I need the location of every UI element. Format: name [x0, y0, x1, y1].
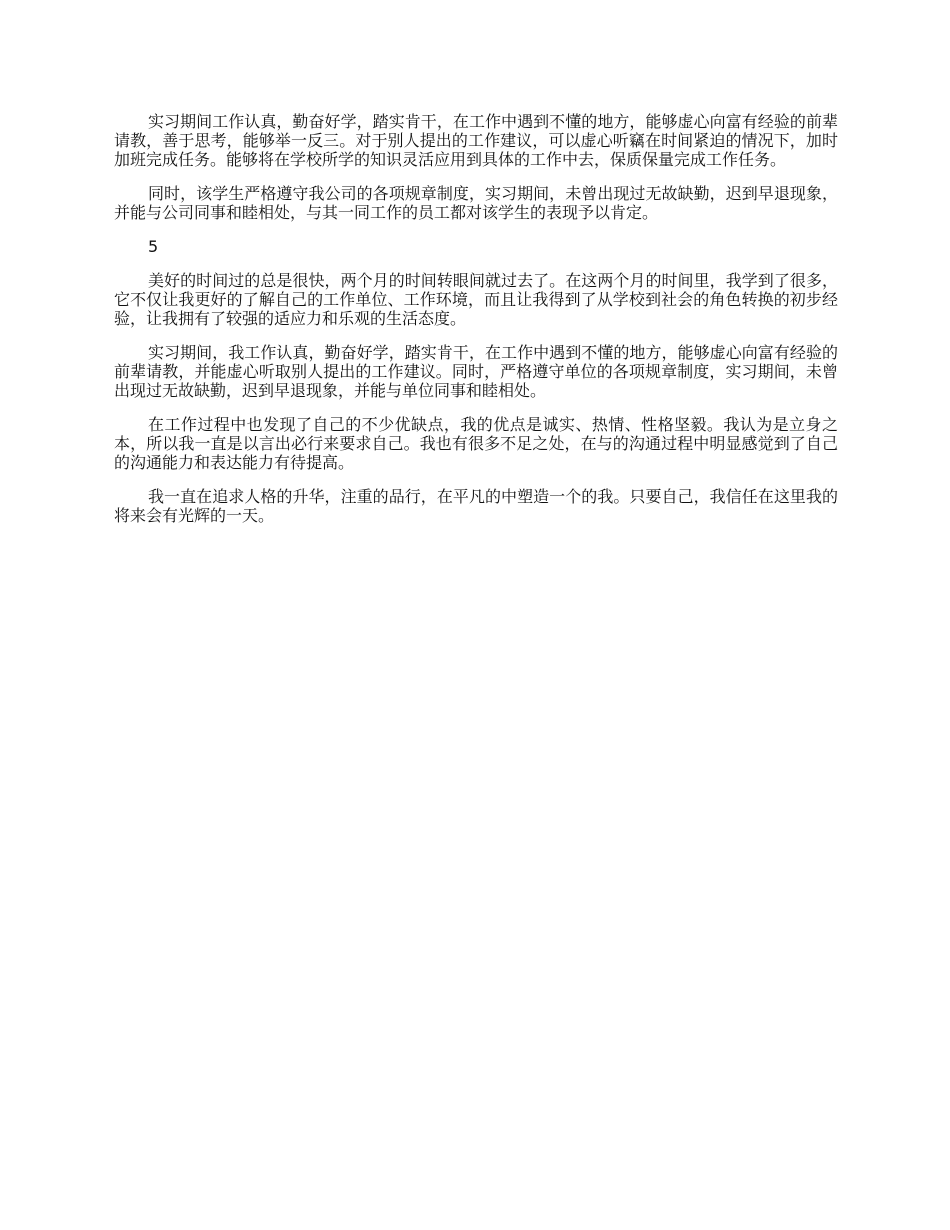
paragraph-2: 同时，该学生严格遵守我公司的各项规章制度，实习期间，未曾出现过无故缺勤，迟到早退现象，并能与公司同事和睦相处，与其一同工作的员工都对该学生的表现予以肯定。	[114, 184, 838, 222]
document-body	[114, 112, 838, 540]
section-number: 5	[148, 237, 159, 256]
paragraph-1: 实习期间工作认真，勤奋好学，踏实肯干，在工作中遇到不懂的地方，能够虚心向富有经验的前辈请教，善于思考，能够举一反三。对于别人提出的工作建议，可以虚心听竊在时间紧迫的情况下，加时加班完成任务。能够将在学校所学的知识灵活应用到具体的工作中去，保质保量完成工作任务。	[114, 112, 838, 169]
paragraph-3: 美好的时间过的总是很快，两个月的时间转眼间就过去了。在这两个月的时间里，我学到了很多，它不仅让我更好的了解自己的工作单位、工作环境，而且让我得到了从学校到社会的角色转换的初步经验，让我拥有了较强的适应力和乐观的生活态度。	[114, 271, 838, 328]
paragraph-4: 实习期间，我工作认真，勤奋好学，踏实肯干，在工作中遇到不懂的地方，能够虚心向富有经验的前辈请教，并能虚心听取别人提出的工作建议。同时，严格遵守单位的各项规章制度，实习期间，未曾出现过无故缺勤，迟到早退现象，并能与单位同事和睦相处。	[114, 343, 838, 400]
paragraph-5: 在工作过程中也发现了自己的不少优缺点，我的优点是诚实、热情、性格坚毅。我认为是立身之本，所以我一直是以言出必行来要求自己。我也有很多不足之处，在与的沟通过程中明显感觉到了自己的沟通能力和表达能力有待提高。	[114, 415, 838, 472]
paragraph-6: 我一直在追求人格的升华，注重的品行，在平凡的中塑造一个的我。只要自己，我信任在这里我的将来会有光辉的一天。	[114, 487, 838, 525]
